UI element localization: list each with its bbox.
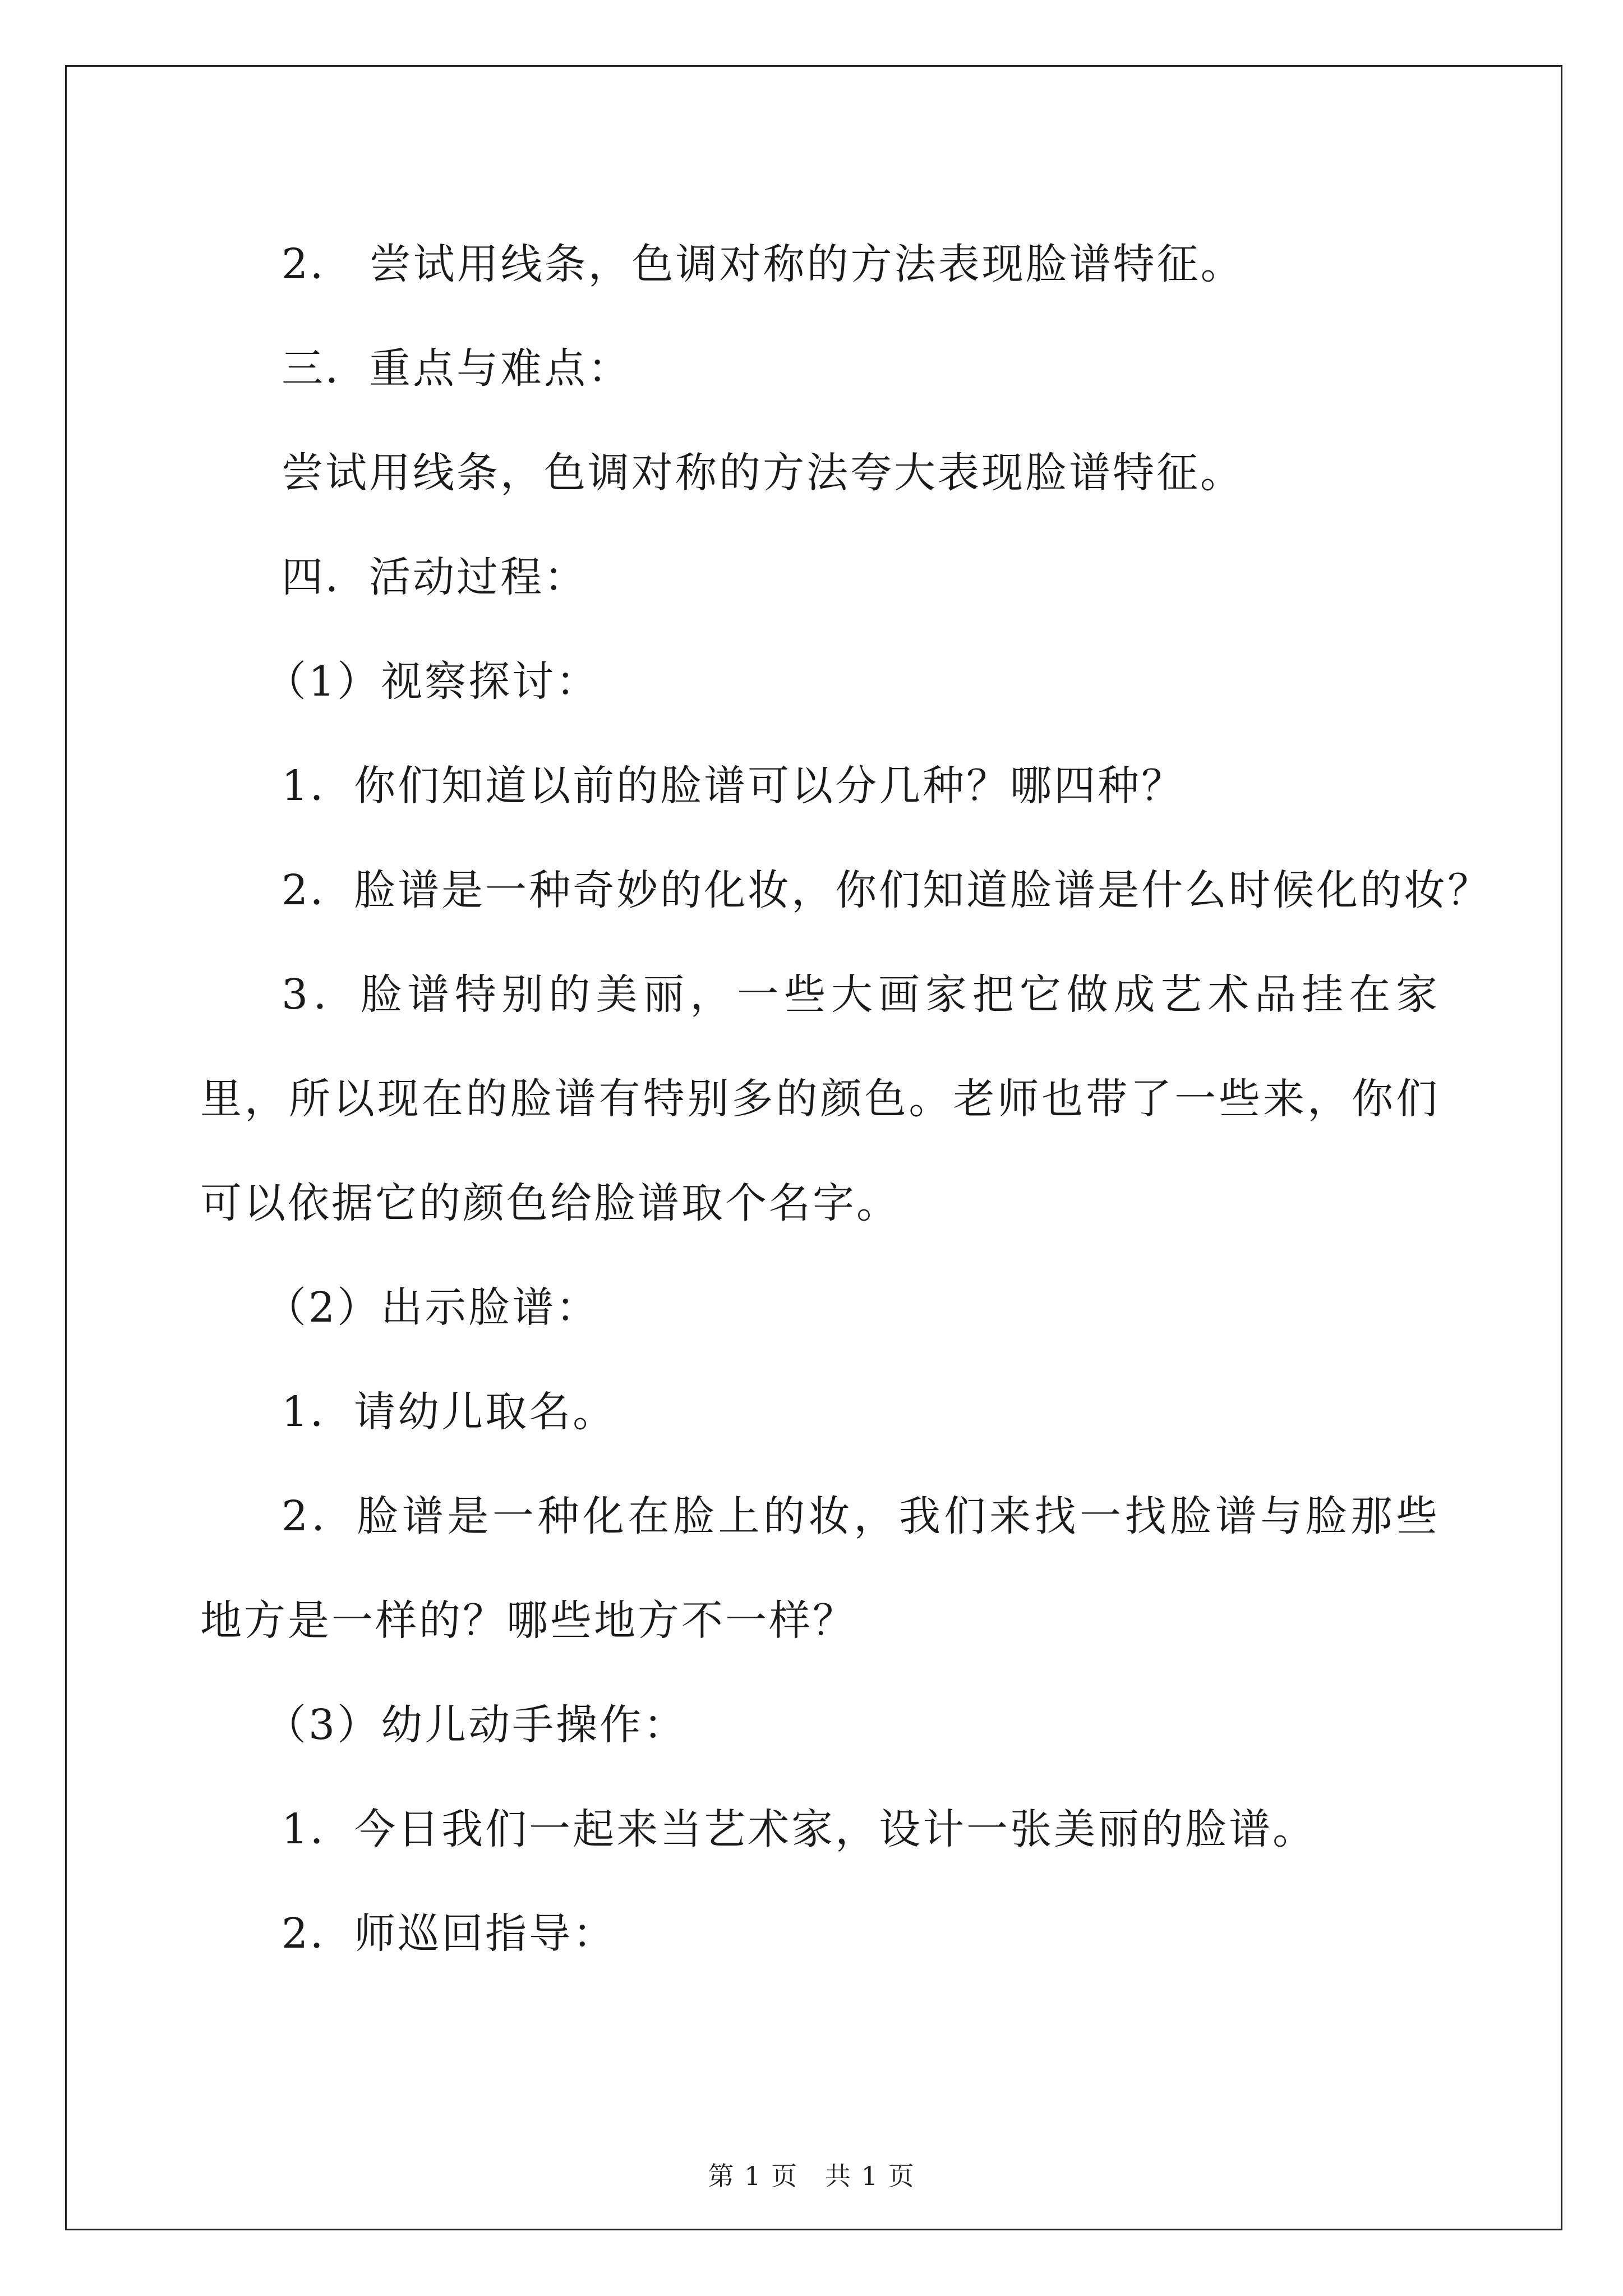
heading-activity-process: 四．活动过程：: [282, 553, 588, 601]
page-number-footer: 第 1 页 共 1 页: [708, 2161, 915, 2191]
document-body: [200, 212, 1492, 1986]
paragraph-question-2: 2．脸谱是一种奇妙的化妆，你们知道脸谱是什么时候化的妆？: [282, 866, 1492, 914]
paragraph-design: 1．今日我们一起来当艺术家，设计一张美丽的脸谱。: [282, 1805, 1317, 1853]
paragraph-goal-2: 2． 尝试用线条，色调对称的方法表现脸谱特征。: [282, 240, 1244, 288]
subheading-hands-on: （3）幼儿动手操作：: [265, 1701, 688, 1749]
paragraph-key-point: 尝试用线条，色调对称的方法夸大表现脸谱特征。: [282, 449, 1244, 497]
paragraph-question-3: 3．脸谱特别的美丽，一些大画家把它做成艺术品挂在家里，所以现在的脸谱有特别多的颜色。老师也带了一些来，你们可以依据它的颜色给脸谱取个名字。: [200, 970, 1440, 1227]
paragraph-guidance: 2．师巡回指导：: [282, 1910, 617, 1958]
subheading-show-masks: （2）出示脸谱：: [265, 1283, 600, 1332]
paragraph-question-1: 1．你们知道以前的脸谱可以分几种？哪四种？: [282, 762, 1186, 810]
subheading-observe-discuss: （1）视察探讨：: [265, 657, 600, 706]
paragraph-compare: 2．脸谱是一种化在脸上的妆，我们来找一找脸谱与脸那些地方是一样的？哪些地方不一样？: [200, 1492, 1440, 1645]
paragraph-naming: 1．请幼儿取名。: [282, 1388, 617, 1436]
heading-key-points: 三．重点与难点：: [282, 344, 631, 393]
